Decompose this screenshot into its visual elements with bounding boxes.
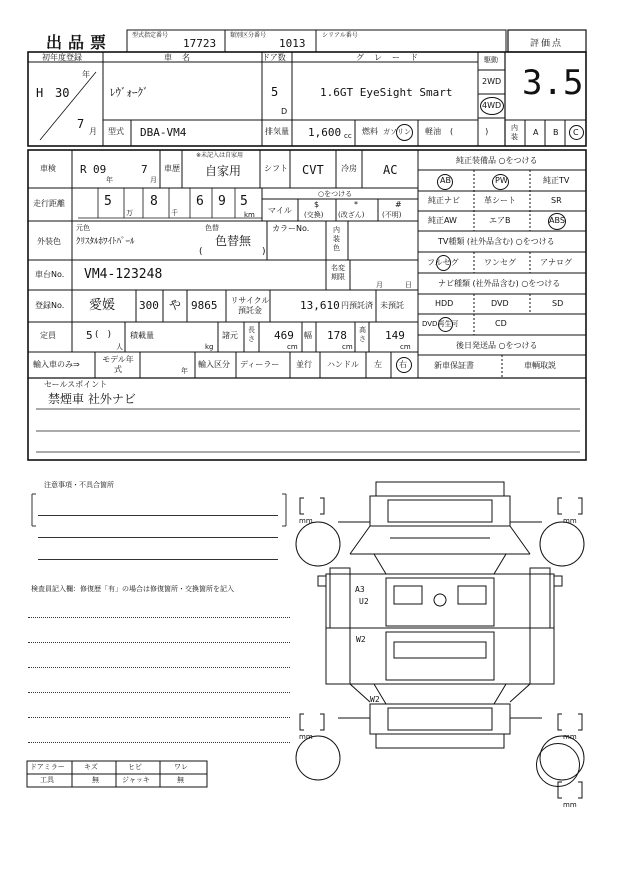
later-manual: 車輌取説 xyxy=(524,361,556,370)
handle-right-circle xyxy=(396,357,412,373)
reg-class: 300 xyxy=(139,299,159,312)
equip-pw-circle xyxy=(492,174,509,190)
inspector-line-3 xyxy=(28,667,290,668)
shaken-month: 7 xyxy=(141,163,148,176)
height-unit: cm xyxy=(400,343,411,351)
interior-color-label: 内装色 xyxy=(333,226,340,252)
tv-header: TV種類 (社外品含む) ○をつける xyxy=(438,237,555,246)
color-label: 外装色 xyxy=(37,237,61,246)
serial-label: シリアル番号 xyxy=(322,32,358,39)
legend-jack: ジャッキ xyxy=(122,776,150,784)
ruibetsu-number: 1013 xyxy=(279,37,306,50)
interior-grade-b: B xyxy=(553,128,559,137)
reg-number: 9865 xyxy=(191,299,218,312)
shift-label: シフト xyxy=(264,164,288,173)
drive-4wd-circle xyxy=(480,97,504,115)
inspector-line-4 xyxy=(28,692,290,693)
load-label: 積載量 xyxy=(130,331,154,340)
dimensions-label: 諸元 xyxy=(222,331,238,340)
car-name-label: 車 名 xyxy=(164,53,191,62)
navi-header: ナビ種類 (社外品含む) ○をつける xyxy=(438,279,561,288)
shaken-label: 車検 xyxy=(40,164,56,173)
legend-jack-none: 無 xyxy=(177,776,184,784)
model-label: 型式 xyxy=(108,127,124,136)
later-header: 後日発送品 ○をつける xyxy=(456,341,538,350)
notes-line-3 xyxy=(38,559,278,560)
navi-dvd-play: DVD再生可 xyxy=(422,320,459,328)
model-year-unit: 年 xyxy=(181,367,188,375)
model-year-label: モデル年式 xyxy=(102,355,134,374)
odometer-exchange: (交換) xyxy=(304,211,324,219)
grade-label: グ レ ー ド xyxy=(356,53,419,62)
first-reg-month-unit: 月 xyxy=(89,127,97,136)
legend-tools: 工具 xyxy=(40,776,54,784)
reg-label: 登録No. xyxy=(35,301,65,310)
chassis-value: VM4-123248 xyxy=(84,267,163,282)
mileage-km-unit: km xyxy=(244,211,255,219)
notes-line-1 xyxy=(38,515,278,516)
equip-abs: ABS xyxy=(549,216,565,225)
ac-value: AC xyxy=(383,163,398,177)
shift-value: CVT xyxy=(302,163,324,177)
drive-2wd: 2WD xyxy=(482,77,502,86)
damage-a3: A3 xyxy=(355,585,365,594)
sales-point-text: 禁煙車 社外ナビ xyxy=(48,392,136,406)
doors-value: 5 xyxy=(271,85,279,99)
odometer-star: * xyxy=(354,200,358,209)
doors-suffix: D xyxy=(281,107,288,116)
tire-rl-unit: mm xyxy=(299,733,313,741)
displacement-value: 1,600 xyxy=(308,126,342,139)
tire-fl-unit: mm xyxy=(299,517,313,525)
interior-grade-a: A xyxy=(533,128,539,137)
interior-grade-c: C xyxy=(573,128,579,137)
fuel-other-paren: ( ) xyxy=(450,127,489,136)
mileage-label: 走行距離 xyxy=(33,199,65,208)
car-name: ﾚｳﾞｫｰｸﾞ xyxy=(110,86,149,99)
first-reg-label: 初年度登録 xyxy=(42,53,82,62)
height-value: 149 xyxy=(385,329,405,342)
capacity-value: 5 xyxy=(86,329,93,342)
odometer-hash: # xyxy=(395,200,402,209)
odometer-dollar: $ xyxy=(314,200,320,209)
ruibetsu-label: 類別区分番号 xyxy=(230,32,267,39)
fuel-gasoline-circle xyxy=(396,124,413,141)
damage-w2-roof: W2 xyxy=(356,635,366,644)
tire-spare-unit: mm xyxy=(563,801,577,809)
displacement-unit: cc xyxy=(344,132,352,140)
recycle-status: 円預託済 xyxy=(341,301,373,310)
legend-mirror: ドアミラー xyxy=(30,763,65,771)
shaken-month-unit: 月 xyxy=(150,176,157,184)
capacity-label: 定員 xyxy=(40,331,56,340)
import-label: 輸入車のみ⇒ xyxy=(33,360,80,369)
orig-color-value: ｸﾘｽﾀﾙﾎﾜｲﾄﾊﾟｰﾙ xyxy=(76,237,135,247)
mileage-digit-5: 5 xyxy=(240,194,248,209)
handle-label: ハンドル xyxy=(327,360,359,369)
handle-right: 右 xyxy=(399,360,407,369)
inspector-label: 検査員記入欄：修復歴「有」の場合は修復箇所・交換箇所を記入 xyxy=(31,585,234,593)
orig-color-label: 元色 xyxy=(76,224,90,232)
equip-pw: PW xyxy=(495,176,508,185)
notes-bracket xyxy=(0,470,300,540)
first-reg-year-unit: 年 xyxy=(82,70,90,79)
legend-break: ワレ xyxy=(174,763,188,771)
odometer-mile: マイル xyxy=(268,206,292,215)
width-label: 幅 xyxy=(304,331,312,340)
recycle-amount: 13,610 xyxy=(300,299,340,312)
score-label: 評価点 xyxy=(530,39,564,49)
shaken-year: 09 xyxy=(93,163,107,176)
history-note: ※未記入は自家用 xyxy=(196,152,244,159)
tire-rr-unit: mm xyxy=(563,733,577,741)
first-reg-era: H xyxy=(36,86,44,100)
navi-hdd: HDD xyxy=(435,299,454,308)
odometer-note: ○をつける xyxy=(318,190,353,198)
drive-4wd: 4WD xyxy=(482,101,502,110)
import-parallel: 並行 xyxy=(296,360,312,369)
first-reg-year: 30 xyxy=(55,86,70,100)
legend-scratch: キズ xyxy=(84,763,98,771)
navi-sd: SD xyxy=(552,299,564,308)
load-unit: kg xyxy=(205,343,214,351)
width-value: 178 xyxy=(327,329,347,342)
sales-point-label: セールスポイント xyxy=(44,380,108,389)
tv-fullseg: フルセグ xyxy=(427,258,459,267)
odometer-unknown: (不明) xyxy=(382,211,402,219)
mileage-digit-3: 6 xyxy=(196,194,204,209)
shaken-era: R xyxy=(80,163,87,176)
chassis-label: 車台No. xyxy=(35,270,65,279)
legend-crack: ヒビ xyxy=(128,763,142,771)
color-change-value: 色替無 xyxy=(215,234,252,248)
equip-tv: 純正TV xyxy=(543,176,570,185)
equip-ab: AB xyxy=(440,176,451,185)
recycle-label: リサイクル預託金 xyxy=(230,296,270,315)
history-label: 車歴 xyxy=(164,164,180,173)
fuel-label: 燃料 xyxy=(362,127,378,136)
import-dealer: ディーラー xyxy=(240,360,280,369)
height-label: 高さ xyxy=(359,326,366,343)
tv-analog: アナログ xyxy=(540,258,572,267)
later-warranty: 新車保証書 xyxy=(434,361,474,370)
navi-cd: CD xyxy=(495,319,507,328)
notes-line-2 xyxy=(38,537,278,538)
ac-label: 冷房 xyxy=(341,164,357,173)
mileage-digit-4: 9 xyxy=(218,194,226,209)
equip-aw: 純正AW xyxy=(428,216,457,225)
equip-airbag: エアB xyxy=(489,216,511,225)
name-change-day: 日 xyxy=(405,281,412,289)
reg-area: 愛媛 xyxy=(89,298,116,313)
reg-kana: や xyxy=(169,298,182,312)
mileage-man-unit: 万 xyxy=(126,209,133,217)
color-paren-close: ) xyxy=(262,247,266,257)
drive-label: 駆動 xyxy=(484,56,498,64)
capacity-paren: ( ) xyxy=(95,330,112,340)
capacity-unit: 人 xyxy=(116,343,123,351)
equip-abs-circle xyxy=(548,213,566,230)
mileage-digit-1: 5 xyxy=(104,194,112,209)
equipment-header: 純正装備品 ○をつける xyxy=(456,156,538,165)
length-label: 長さ xyxy=(248,326,255,343)
equip-leather: 革シート xyxy=(484,196,516,205)
grade-value: 1.6GT EyeSight Smart xyxy=(320,86,453,99)
damage-w2-rear: W2 xyxy=(370,695,380,704)
mileage-sen-unit: 千 xyxy=(171,209,178,217)
first-reg-month: 7 xyxy=(77,117,85,131)
interior-label: 内装 xyxy=(511,124,518,141)
handle-left: 左 xyxy=(374,360,382,369)
legend-tools-none: 無 xyxy=(92,776,99,784)
doors-label: ドア数 xyxy=(262,53,286,62)
damage-u2: U2 xyxy=(359,597,369,606)
notes-label: 注意事項・不具合箇所 xyxy=(44,481,114,489)
fuel-diesel: 軽油 xyxy=(425,127,441,136)
length-value: 469 xyxy=(274,329,294,342)
history-value: 自家用 xyxy=(205,164,242,178)
inspector-line-1 xyxy=(28,617,290,618)
displacement-label: 排気量 xyxy=(265,127,289,136)
mileage-digit-2: 8 xyxy=(150,194,158,209)
name-change-month: 月 xyxy=(376,281,383,289)
model-value: DBA-VM4 xyxy=(140,126,187,139)
import-type-label: 輸入区分 xyxy=(198,360,230,369)
inspector-line-6 xyxy=(28,742,290,743)
shaken-year-unit: 年 xyxy=(106,176,113,184)
navi-dvd-play-circle xyxy=(438,317,453,332)
color-no-label: カラーNo. xyxy=(272,224,310,233)
katashiki-label: 型式指定番号 xyxy=(132,32,169,39)
tv-oneseg: ワンセグ xyxy=(484,258,516,267)
navi-dvd: DVD xyxy=(491,299,509,308)
inspector-line-2 xyxy=(28,642,290,643)
name-change-label: 名変期限 xyxy=(331,264,345,281)
equip-ab-circle xyxy=(437,174,453,190)
form-title: 出品票 xyxy=(46,33,113,52)
katashiki-number: 17723 xyxy=(183,37,217,50)
spare-tire xyxy=(536,743,580,787)
odometer-tamper: (改ざん) xyxy=(338,211,365,219)
tv-fullseg-circle xyxy=(436,255,451,271)
interior-grade-circle xyxy=(569,125,584,140)
inspector-line-5 xyxy=(28,717,290,718)
equip-navi: 純正ナビ xyxy=(428,196,460,205)
fuel-gasoline: ガソリン xyxy=(383,128,411,136)
color-change-label: 色替 xyxy=(205,224,219,232)
tire-fr-unit: mm xyxy=(563,517,577,525)
equip-sr: SR xyxy=(551,196,562,205)
color-paren-open: ( xyxy=(199,247,203,257)
length-unit: cm xyxy=(287,343,298,351)
width-unit: cm xyxy=(342,343,353,351)
evaluation-score: 3.5 xyxy=(522,63,584,103)
recycle-unpaid: 未預託 xyxy=(380,301,404,310)
